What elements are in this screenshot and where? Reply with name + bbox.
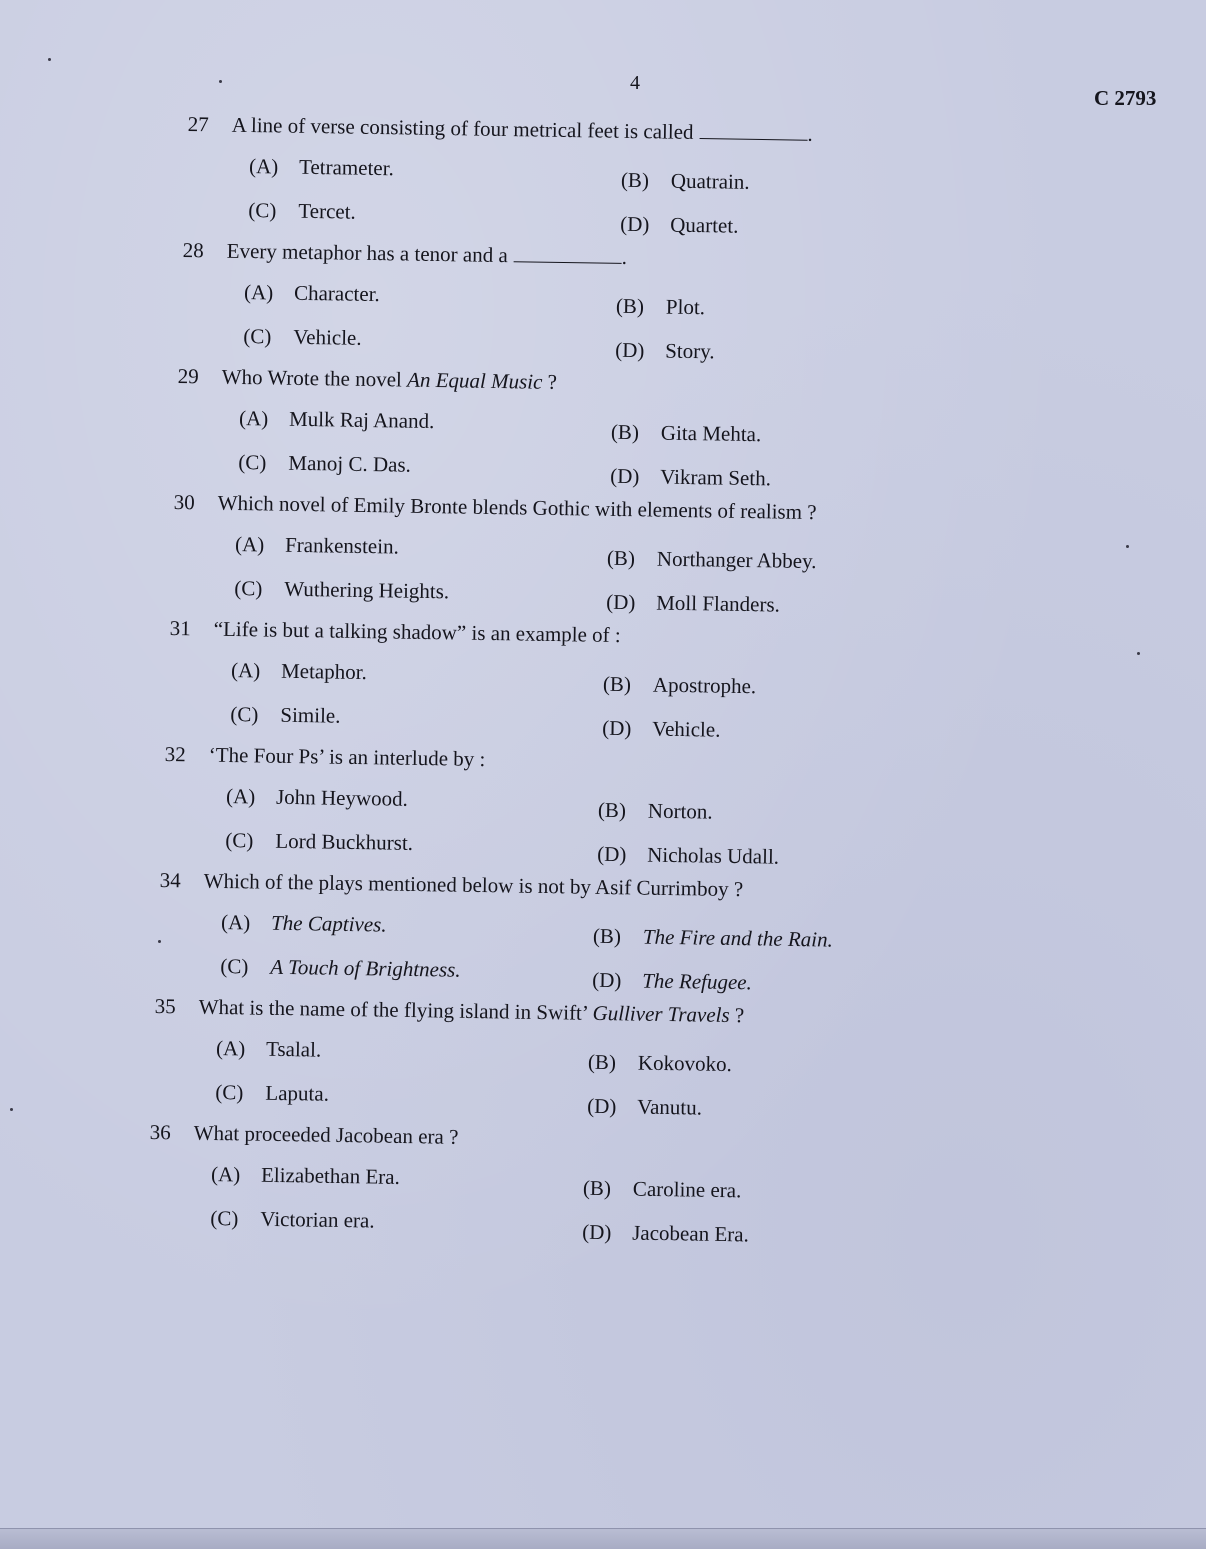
question-number: 27 <box>187 111 209 137</box>
option-d: (D) Vikram Seth. <box>610 463 772 491</box>
question-number: 34 <box>159 867 181 893</box>
option-a: (A) Metaphor. <box>230 657 368 685</box>
option-c: (C) Simile. <box>230 701 341 728</box>
novel-title: An Equal Music <box>406 367 543 394</box>
option-a: (A) Elizabethan Era. <box>210 1161 401 1189</box>
question-text: Who Wrote the novel An Equal Music ? <box>221 364 558 394</box>
option-d: (D) Story. <box>615 337 715 364</box>
option-grid <box>210 1159 1129 1247</box>
question-number: 32 <box>164 741 186 767</box>
option-b: (B) Gita Mehta. <box>610 419 762 447</box>
option-d: (D) The Refugee. <box>592 967 753 995</box>
question-35 <box>153 990 1130 1121</box>
answer-blank <box>514 243 622 264</box>
scan-speck <box>10 1108 13 1111</box>
question-text: What is the name of the flying island in Swift’ Gulliver Travels ? <box>198 994 745 1028</box>
option-a: (A) Mulk Raj Anand. <box>238 405 435 434</box>
option-a: (A) John Heywood. <box>225 783 409 811</box>
book-title: Gulliver Travels <box>592 1000 730 1028</box>
option-grid <box>230 655 1129 743</box>
option-c: (C) Wuthering Heights. <box>234 575 450 604</box>
question-number: 36 <box>149 1119 171 1145</box>
question-number: 28 <box>182 237 204 263</box>
option-c: (C) A Touch of Brightness. <box>220 953 461 982</box>
option-d: (D) Jacobean Era. <box>582 1219 750 1247</box>
option-d: (D) Quartet. <box>620 211 739 238</box>
question-28 <box>181 234 1130 365</box>
option-grid <box>234 529 1129 617</box>
question-text: Every metaphor has a tenor and a . <box>226 238 628 269</box>
option-b: (B) Kokovoko. <box>587 1049 733 1077</box>
option-grid <box>248 151 1129 239</box>
option-b: (B) Quatrain. <box>620 167 750 194</box>
page-bottom-edge <box>0 1528 1206 1549</box>
question-36 <box>148 1116 1130 1247</box>
question-number: 30 <box>173 489 195 515</box>
option-b: (B) Plot. <box>615 293 706 320</box>
option-a: (A) Tetrameter. <box>248 153 395 181</box>
option-a: (A) Frankenstein. <box>234 531 399 559</box>
option-b: (B) Northanger Abbey. <box>606 545 817 574</box>
option-c: (C) Tercet. <box>248 197 356 224</box>
option-c: (C) Laputa. <box>215 1079 330 1106</box>
option-grid <box>225 781 1129 869</box>
question-30 <box>172 486 1130 617</box>
option-grid <box>238 403 1129 491</box>
question-31 <box>168 612 1130 743</box>
option-b: (B) Caroline era. <box>582 1175 742 1203</box>
option-c: (C) Manoj C. Das. <box>238 449 412 477</box>
scan-speck <box>1126 545 1129 548</box>
question-29 <box>176 360 1130 491</box>
option-b: (B) The Fire and the Rain. <box>592 923 834 952</box>
page-number: 4 <box>630 72 640 94</box>
question-number: 35 <box>154 993 176 1019</box>
question-list <box>149 108 1130 1247</box>
option-a: (A) Tsalal. <box>215 1035 322 1062</box>
option-a: (A) Character. <box>243 279 380 307</box>
question-27 <box>186 108 1130 239</box>
scan-speck <box>158 940 161 943</box>
paper-code: C 2793 <box>1094 86 1157 110</box>
option-c: (C) Victorian era. <box>210 1205 375 1233</box>
question-text: A line of verse consisting of four metrical feet is called . <box>231 112 813 146</box>
option-grid <box>243 277 1129 365</box>
option-grid <box>220 907 1129 995</box>
question-text: Which of the plays mentioned below is not by Asif Currimboy ? <box>203 868 744 902</box>
option-b: (B) Norton. <box>597 797 713 824</box>
question-text: ‘The Four Ps’ is an interlude by : <box>208 742 486 772</box>
option-c: (C) Lord Buckhurst. <box>225 827 414 855</box>
option-d: (D) Moll Flanders. <box>606 589 781 617</box>
option-d: (D) Vehicle. <box>602 715 721 742</box>
option-grid <box>215 1033 1129 1121</box>
question-number: 29 <box>177 363 199 389</box>
option-c: (C) Vehicle. <box>243 323 362 350</box>
option-d: (D) Nicholas Udall. <box>597 841 780 869</box>
question-text: What proceeded Jacobean era ? <box>193 1120 459 1149</box>
answer-blank <box>699 120 807 141</box>
question-text: Which novel of Emily Bronte blends Gothic with elements of realism ? <box>217 490 817 525</box>
option-a: (A) The Captives. <box>220 909 387 937</box>
question-number: 31 <box>169 615 191 641</box>
scan-speck <box>219 80 222 83</box>
question-34 <box>158 864 1130 995</box>
scan-speck <box>1137 652 1140 655</box>
scan-speck <box>48 58 51 61</box>
option-d: (D) Vanutu. <box>587 1093 703 1120</box>
question-32 <box>163 738 1130 869</box>
option-b: (B) Apostrophe. <box>602 671 757 699</box>
question-text: “Life is but a talking shadow” is an example of : <box>213 616 621 648</box>
